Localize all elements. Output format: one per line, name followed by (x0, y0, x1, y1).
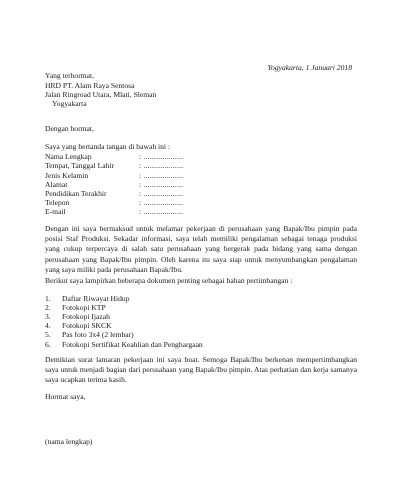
sign-off: Hormat saya, (45, 392, 86, 401)
signature-name: (nama lengkap) (45, 437, 93, 446)
attachment-number: 3. (45, 312, 51, 321)
attachment-item: Fotokopi Ijazah (62, 312, 110, 321)
field-value: : ................... (139, 171, 184, 180)
field-value: : ................... (139, 161, 184, 170)
closing-paragraph: Demikian surat lamaran pekerjaan ini saya buat. Semoga Bapak/Ibu berkenan mempertimbangkan saya untuk menjadi bagian dari perusahaan yang Bapak/Ibu pimpin. Atas perhatian dan kerja samanya saya ucapkan terima kasih. (45, 355, 357, 385)
attachment-number: 6. (45, 340, 51, 349)
attachment-item: Pas foto 3x4 (2 lembar) (62, 330, 134, 339)
attachment-item: Fotokopi SKCK (62, 321, 112, 330)
intro-text: Saya yang bertanda tangan di bawah ini : (45, 142, 171, 151)
attachment-number: 1. (45, 294, 51, 303)
recipient-line: Yang terhormat, (45, 71, 95, 80)
field-label: Jenis Kelamin (45, 171, 89, 180)
field-value: : ................... (139, 198, 184, 207)
field-label: Alamat (45, 180, 68, 189)
field-value: : ................... (139, 152, 184, 161)
attachment-item: Fotokopi Sertifikat Keahlian dan Penghargaan (62, 340, 203, 349)
field-value: : ................... (139, 180, 184, 189)
field-label: Nama Lengkap (45, 152, 92, 161)
place-date: Yogyakarta, 1 Januari 2018 (267, 63, 352, 72)
attachment-item: Fotokopi KTP (62, 303, 106, 312)
field-label: Pendidikan Terakhir (45, 189, 107, 198)
attachments-intro: Berikut saya lampirkan beberapa dokumen penting sebagai bahan pertimbangan : (45, 276, 293, 285)
attachment-number: 4. (45, 321, 51, 330)
attachment-number: 5. (45, 330, 51, 339)
body-paragraph: Dengan ini saya bermaksud untuk melamar pekerjaan di perusahaan yang Bapak/Ibu pimpin pada posisi Staf Produksi. Sekadar informasi, saya telah memiliki pengalaman sebagai tenaga produksi yang cukup terpercaya di salah satu perusahaan yang bergerak pada bidang yang sama dengan perusahaan yang Bapak/Ibu pimpin. Oleh karena itu saya siap untuk menyumbangkan pengalaman yang saya miliki pada perusahaan Bapak/Ibu. (45, 224, 357, 274)
attachment-number: 2. (45, 303, 51, 312)
field-value: : ................... (139, 189, 184, 198)
field-value: : ................... (139, 207, 184, 216)
recipient-line: Jalan Ringroad Utara, Mlati, Sleman (45, 90, 157, 99)
field-label: E-mail (45, 207, 66, 216)
greeting: Dengan hormat, (45, 124, 94, 133)
field-label: Telepon (45, 198, 70, 207)
field-label: Tempat, Tanggal Lahir (45, 161, 115, 170)
recipient-line: Yogyakarta (52, 99, 87, 108)
attachment-item: Daftar Riwayat Hidup (62, 294, 130, 303)
recipient-line: HRD PT. Alam Raya Sentosa (45, 81, 135, 90)
